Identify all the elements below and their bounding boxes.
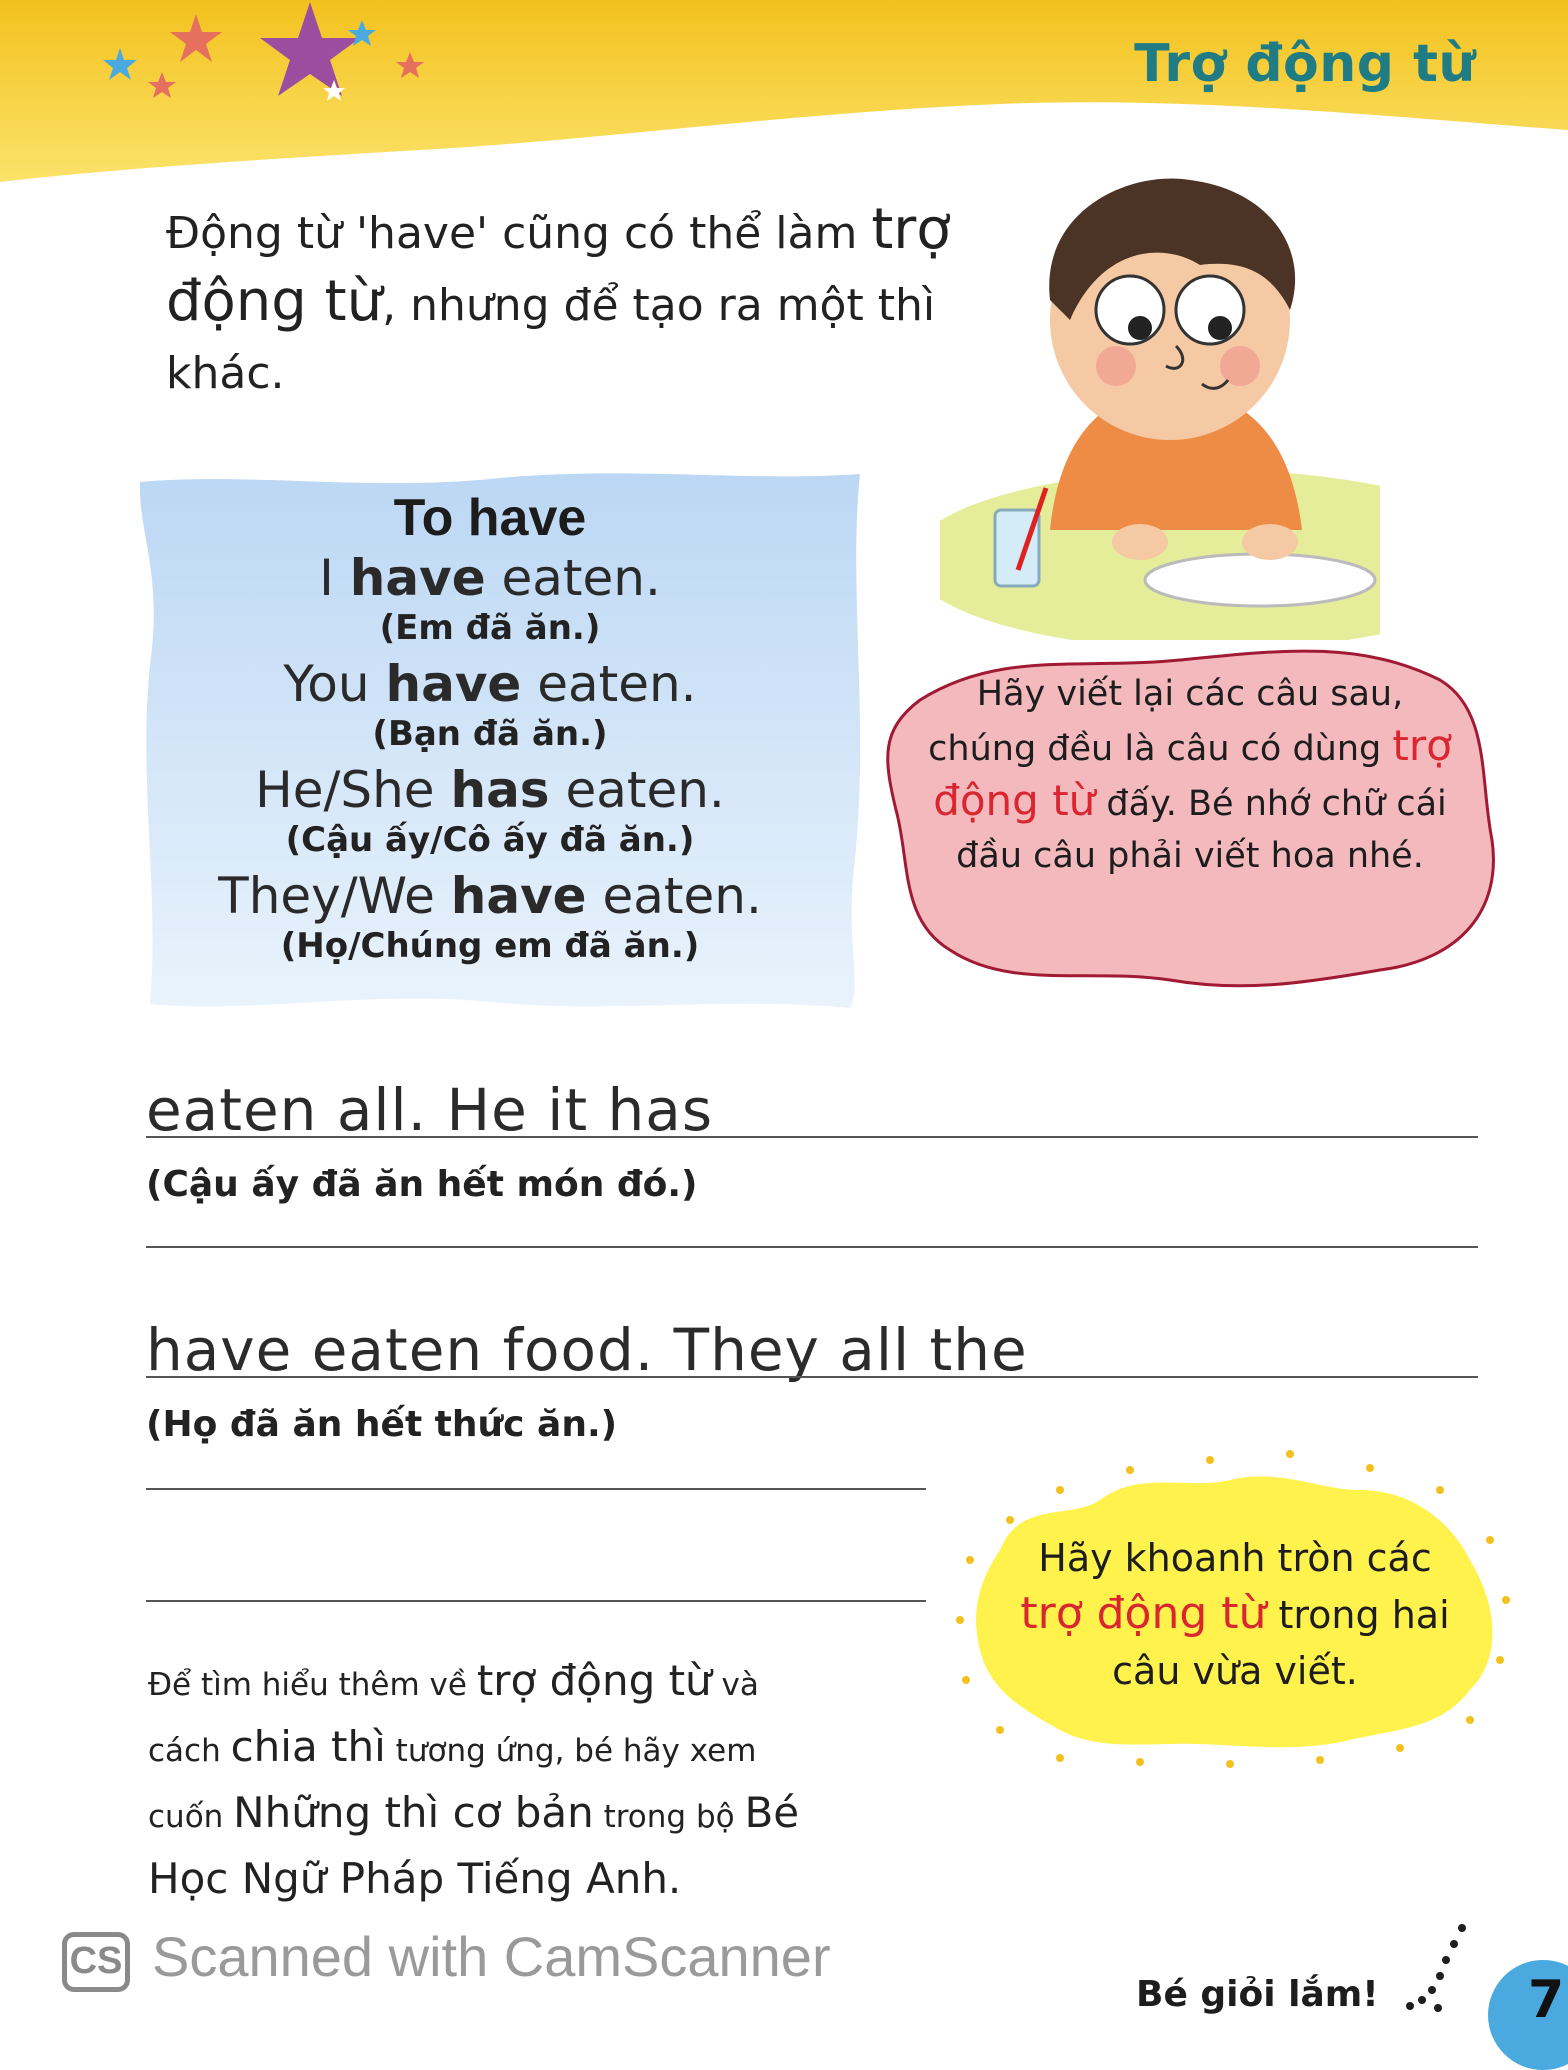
participle: eaten.: [549, 761, 725, 819]
subject: They/We: [218, 867, 451, 925]
conjugation-translation: (Họ/Chúng em đã ăn.): [280, 926, 700, 966]
more-info-text-part: và cách: [148, 1667, 759, 1769]
conjugation-row: [150, 868, 830, 924]
more-info-text: [148, 1650, 838, 1914]
pink-bubble-line1: Hãy viết lại các câu sau, chúng đều là câu có dùng: [928, 674, 1404, 769]
writing-line[interactable]: [146, 1246, 1478, 1248]
auxiliary-verb: has: [450, 761, 550, 819]
more-info-emphasis: Bé Học Ngữ Pháp Tiếng Anh.: [148, 1788, 800, 1903]
camscanner-watermark: Scanned with CamScanner: [152, 1925, 831, 1988]
intro-part1: Động từ: [166, 208, 342, 259]
scrambled-sentence-1: eaten all. He it has: [146, 1076, 714, 1144]
more-info-text-part: tương ứng, bé hãy xem cuốn: [148, 1733, 757, 1835]
auxiliary-verb: have: [385, 655, 522, 713]
participle: eaten.: [521, 655, 697, 713]
page-title: Trợ động từ: [1134, 34, 1476, 94]
more-info-emphasis: Những thì cơ bản: [233, 1788, 594, 1837]
intro-part3: trợ động từ: [166, 197, 951, 334]
participle: eaten.: [485, 549, 661, 607]
conjugation-translation: (Bạn đã ăn.): [372, 714, 608, 754]
yellow-bubble-line2: trong hai câu vừa viết.: [1112, 1593, 1450, 1693]
pink-bubble-highlight: trợ động từ: [933, 721, 1452, 825]
more-info-emphasis: trợ động từ: [476, 1656, 712, 1705]
yellow-bubble-line1: Hãy khoanh tròn các: [1038, 1536, 1432, 1580]
camscanner-logo: CS: [62, 1932, 130, 1992]
to-have-box: [150, 480, 830, 974]
page-number: 7: [1528, 1970, 1565, 2030]
intro-part2: 'have' cũng có thể làm: [341, 208, 872, 259]
conjugation-translation: (Cậu ấy/Cô ấy đã ăn.): [285, 820, 695, 860]
writing-line[interactable]: [146, 1488, 926, 1490]
conjugation-row: [150, 762, 830, 818]
yellow-instruction-bubble: [990, 1530, 1480, 1699]
dots-decoration: [1392, 1920, 1472, 2020]
conjugation-row: [150, 656, 830, 712]
yellow-bubble-highlight: trợ động từ: [1020, 1588, 1267, 1639]
intro-text: [166, 196, 966, 408]
translation-hint-1: (Cậu ấy đã ăn hết món đó.): [146, 1164, 698, 1205]
auxiliary-verb: have: [349, 549, 486, 607]
scrambled-sentence-2: have eaten food. They all the: [146, 1316, 1028, 1384]
intro-part4: , nhưng để tạo ra một thì khác.: [166, 280, 936, 399]
pink-bubble-line2: đấy. Bé nhớ chữ cái đầu câu phải viết hoa nhé.: [956, 784, 1447, 876]
to-have-title: To have: [393, 489, 587, 547]
more-info-emphasis: chia thì: [230, 1722, 386, 1771]
auxiliary-verb: have: [450, 867, 587, 925]
writing-line[interactable]: [146, 1376, 1478, 1378]
pink-instruction-bubble: [920, 668, 1460, 882]
translation-hint-2: (Họ đã ăn hết thức ăn.): [146, 1404, 618, 1445]
subject: I: [319, 549, 350, 607]
more-info-text-part: trong bộ: [593, 1799, 745, 1835]
participle: eaten.: [586, 867, 762, 925]
more-info-text-part: Để tìm hiểu thêm về: [148, 1667, 477, 1703]
subject: You: [283, 655, 386, 713]
writing-line[interactable]: [146, 1600, 926, 1602]
conjugation-translation: (Em đã ăn.): [379, 608, 601, 648]
writing-line[interactable]: [146, 1136, 1478, 1138]
subject: He/She: [255, 761, 451, 819]
praise-text: Bé giỏi lắm!: [1136, 1974, 1379, 2015]
conjugation-row: [150, 550, 830, 606]
boy-eating-illustration: [940, 170, 1380, 640]
